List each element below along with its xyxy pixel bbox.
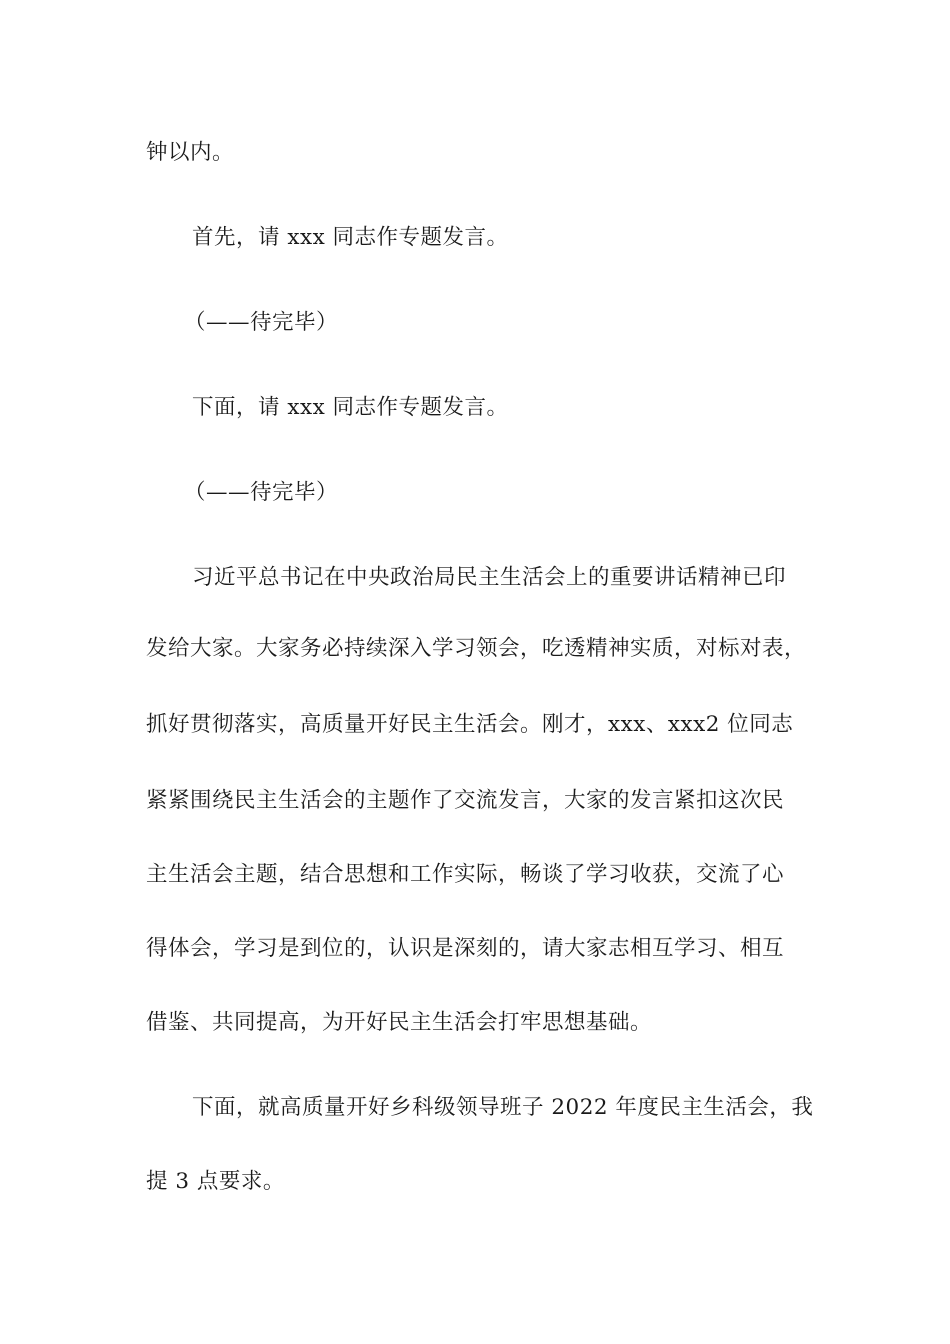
text-line: 抓好贯彻落实，高质量开好民主生活会。刚才，xxx、xxx2 位同志 [146,712,794,737]
text-line: （——待完毕） [184,480,339,505]
text-line: 首先，请 xxx 同志作专题发言。 [192,225,509,250]
text-line: 主生活会主题，结合思想和工作实际，畅谈了学习收获，交流了心 [146,862,785,887]
text-line: 紧紧围绕民主生活会的主题作了交流发言，大家的发言紧扣这次民 [146,788,785,813]
text-line: 借鉴、共同提高，为开好民主生活会打牢思想基础。 [146,1010,653,1035]
text-line: （——待完毕） [184,310,339,335]
text-line: 提 3 点要求。 [146,1169,285,1194]
text-line: 发给大家。大家务必持续深入学习领会，吃透精神实质，对标对表， [146,636,807,661]
text-line: 习近平总书记在中央政治局民主生活会上的重要讲话精神已印 [192,565,787,590]
text-line: 下面，请 xxx 同志作专题发言。 [192,395,509,420]
text-line: 下面，就高质量开好乡科级领导班子 2022 年度民主生活会，我 [192,1095,814,1120]
text-line: 钟以内。 [146,140,235,165]
text-line: 得体会，学习是到位的，认识是深刻的，请大家志相互学习、相互 [146,936,785,961]
